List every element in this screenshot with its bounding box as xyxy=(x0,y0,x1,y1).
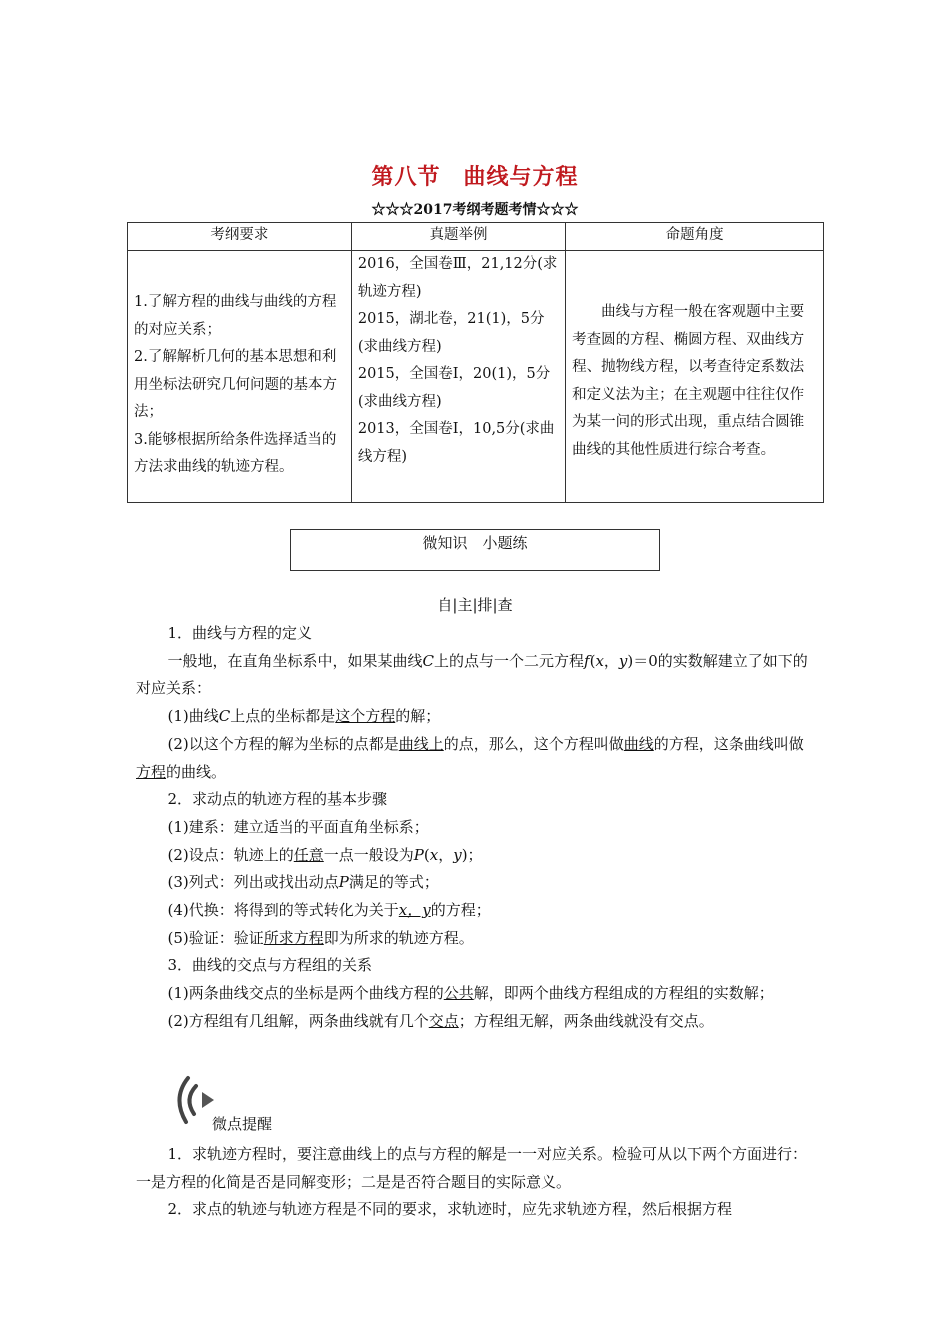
list-item: (1)曲线C上点的坐标都是这个方程的解； xyxy=(167,707,441,726)
example-item: 2013，全国卷Ⅰ，10,5分(求曲线方程) xyxy=(357,421,555,465)
list-item: (1)两条曲线交点的坐标是两个曲线方程的公共解，即两个曲线方程组成的方程组的实数解； xyxy=(167,984,774,1003)
requirement-item: 3.能够根据所给条件选择适当的方法求曲线的轨迹方程。 xyxy=(134,431,337,475)
list-item: (2)以这个方程的解为坐标的点都是曲线上的点，那么，这个方程叫做曲线的方程，这条曲线叫做方程的曲线。 xyxy=(136,734,804,781)
table-header-cell: 命题角度 xyxy=(566,223,824,251)
table-header-cell: 考纲要求 xyxy=(128,223,352,251)
list-item: (2)方程组有几组解，两条曲线就有几个交点；方程组无解，两条曲线就没有交点。 xyxy=(167,1011,714,1030)
page-subtitle: ☆☆☆2017考纲考题考情☆☆☆ xyxy=(371,202,579,218)
remark-item: 1．求轨迹方程时，要注意曲线上的点与方程的解是一一对应关系。检验可从以下两个方面进行：一是方程的化简是否是同解变形；二是是否符合题目的实际意义。 xyxy=(136,1145,808,1191)
remark-body xyxy=(136,1141,816,1224)
remark-item: 2．求点的轨迹与轨迹方程是不同的要求，求轨迹时，应先求轨迹方程，然后根据方程 xyxy=(167,1200,733,1219)
paragraph: 一般地，在直角坐标系中，如果某曲线C上的点与一个二元方程f(x，y)＝0的实数解建立了如下的对应关系： xyxy=(136,651,808,698)
list-item: (5)验证：验证所求方程即为所求的轨迹方程。 xyxy=(167,928,474,947)
section-box-title: 微知识 小题练 xyxy=(290,529,660,571)
page-title: 第八节 曲线与方程 xyxy=(371,165,579,190)
heading-steps: 2．求动点的轨迹方程的基本步骤 xyxy=(167,790,388,809)
underlined-answer: 这个方程 xyxy=(335,707,396,726)
section-title: 自|主|排|查 xyxy=(437,596,513,614)
underlined-answer: x，y xyxy=(398,901,431,920)
table-header-row xyxy=(128,223,824,251)
angle-cell: 曲线与方程一般在客观题中主要考查圆的方程、椭圆方程、双曲线方程、抛物线方程，以考查待定系数法和定义法为主；在主观题中往往仅作为某一问的形式出现，重点结合圆锥曲线的其他性质进行综合考查。 xyxy=(566,251,824,503)
list-item: (4)代换：将得到的等式转化为关于x，y的方程； xyxy=(167,901,491,920)
content-body xyxy=(136,620,816,1036)
underlined-answer: 曲线 xyxy=(623,734,654,753)
example-item: 2015，全国卷Ⅰ，20(1)，5分(求曲线方程) xyxy=(357,366,551,410)
list-item: (2)设点：轨迹上的任意一点一般设为P(x，y)； xyxy=(167,845,483,864)
list-item: (1)建系：建立适当的平面直角坐标系； xyxy=(167,817,429,836)
underlined-answer: 曲线上 xyxy=(398,734,444,753)
requirement-item: 1.了解方程的曲线与曲线的方程的对应关系； xyxy=(134,294,337,338)
underlined-answer: 任意 xyxy=(293,845,324,864)
heading-intersection: 3．曲线的交点与方程组的关系 xyxy=(167,956,373,975)
example-item: 2016，全国卷Ⅲ，21,12分(求轨迹方程) xyxy=(357,256,558,300)
examples-cell xyxy=(351,251,565,503)
table-header-cell: 真题举例 xyxy=(351,223,565,251)
requirement-item: 2.了解解析几何的基本思想和利用坐标法研究几何问题的基本方法； xyxy=(134,349,337,420)
table-row xyxy=(128,251,824,503)
underlined-answer: 公共 xyxy=(443,984,474,1003)
underlined-answer: 方程 xyxy=(136,762,167,781)
remark-title: 微点提醒 xyxy=(212,1115,273,1133)
heading-definition: 1．曲线与方程的定义 xyxy=(167,624,313,642)
list-item: (3)列式：列出或找出动点P满足的等式； xyxy=(167,873,439,892)
underlined-answer: 交点 xyxy=(428,1011,459,1030)
exam-info-table xyxy=(127,222,824,503)
underlined-answer: 所求方程 xyxy=(263,928,324,947)
example-item: 2015，湖北卷，21(1)，5分(求曲线方程) xyxy=(357,311,545,355)
requirements-cell xyxy=(128,251,352,503)
